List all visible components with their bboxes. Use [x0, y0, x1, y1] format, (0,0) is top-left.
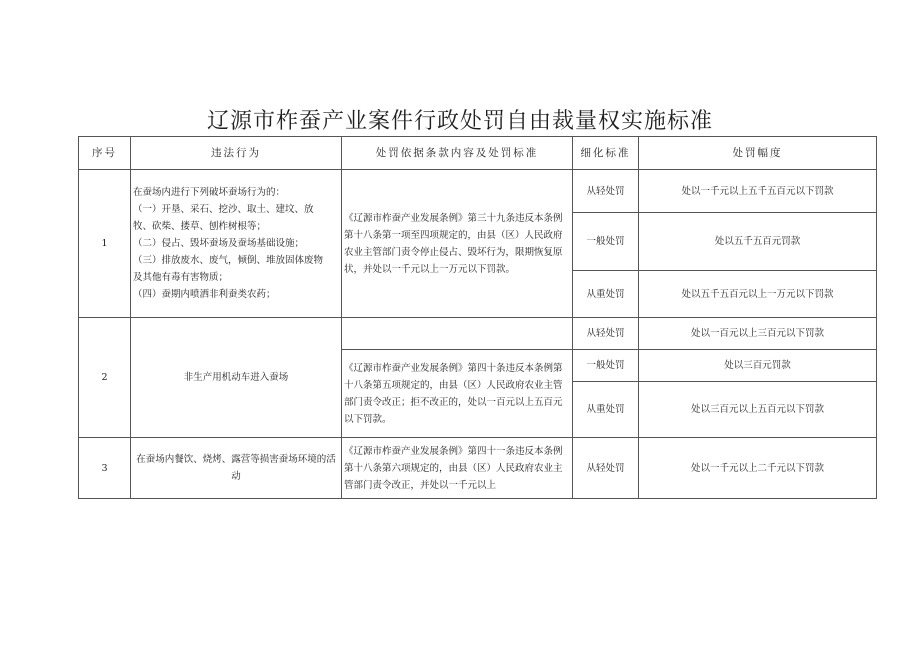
- penalty-standard-table: [78, 136, 877, 499]
- header-level: 细化标准: [573, 137, 639, 170]
- level-cell: 一般处罚: [573, 350, 639, 382]
- row-seq: 3: [79, 438, 131, 499]
- level-cell: 从轻处罚: [573, 318, 639, 350]
- table-row: [79, 170, 877, 213]
- table-header-row: [79, 137, 877, 170]
- table-row: [79, 318, 877, 350]
- violation-line: （一）开垦、采石、挖沙、取土、建坟、放: [133, 204, 314, 215]
- range-cell: 处以五千五百元罚款: [639, 213, 877, 271]
- row-seq: 1: [79, 170, 131, 318]
- basis-cell: 《辽源市柞蚕产业发展条例》第三十九条违反本条例第十八条第一项至四项规定的，由县（区）人民政府农业主管部门责令停止侵占、毁坏行为，限期恢复原状，并处以一千元以上一万元以下罚款。: [342, 170, 573, 318]
- level-cell: 从重处罚: [573, 271, 639, 318]
- level-cell: 从轻处罚: [573, 170, 639, 213]
- range-cell: 处以一千元以上五千五百元以下罚款: [639, 170, 877, 213]
- range-cell: 处以五千五百元以上一万元以下罚款: [639, 271, 877, 318]
- range-cell: 处以一千元以上二千元以下罚款: [639, 438, 877, 499]
- header-range: 处罚幅度: [639, 137, 877, 170]
- violation-line: （二）侵占、毁坏蚕场及蚕场基础设施；: [133, 238, 305, 249]
- basis-cell: 《辽源市柞蚕产业发展条例》第四十一条违反本条例第十八条第六项规定的，由县（区）人民政府农业主管部门责令改正，并处以一千元以上: [342, 438, 573, 499]
- table-row: [79, 438, 877, 499]
- page-title: 辽源市柞蚕产业案件行政处罚自由裁量权实施标准: [206, 109, 713, 134]
- violation-line: 牧、砍柴、搂草、刨柞树根等；: [133, 221, 267, 232]
- level-cell: 从轻处罚: [573, 438, 639, 499]
- violation-line: （三）排放废水、废气，倾倒、堆放固体废物: [133, 255, 324, 266]
- basis-cell: 《辽源市柞蚕产业发展条例》第四十条违反本条例第十八条第五项规定的，由县（区）人民政府农业主管部门责令改正；拒不改正的，处以一百元以上五百元以下罚款。: [342, 350, 573, 438]
- range-cell: 处以三百元以上五百元以下罚款: [639, 382, 877, 438]
- range-cell: 处以一百元以上三百元以下罚款: [639, 318, 877, 350]
- basis-blank-cell: [342, 318, 573, 350]
- header-basis: 处罚依据条款内容及处罚标准: [342, 137, 573, 170]
- violation-line: 及其他有毒有害物质；: [133, 272, 229, 283]
- header-violation: 违法行为: [131, 137, 342, 170]
- range-cell: 处以三百元罚款: [639, 350, 877, 382]
- level-cell: 从重处罚: [573, 382, 639, 438]
- violation-line: 在蚕场内进行下列破坏蚕场行为的：: [133, 187, 286, 198]
- violation-cell: 在蚕场内餐饮、烧烤、露营等损害蚕场环境的活动: [131, 438, 342, 499]
- level-cell: 一般处罚: [573, 213, 639, 271]
- violation-line: （四）蚕期内喷洒非利蚕类农药；: [133, 289, 276, 300]
- header-seq: 序号: [79, 137, 131, 170]
- row-seq: 2: [79, 318, 131, 438]
- violation-cell: [131, 170, 342, 318]
- violation-cell: 非生产用机动车进入蚕场: [131, 318, 342, 438]
